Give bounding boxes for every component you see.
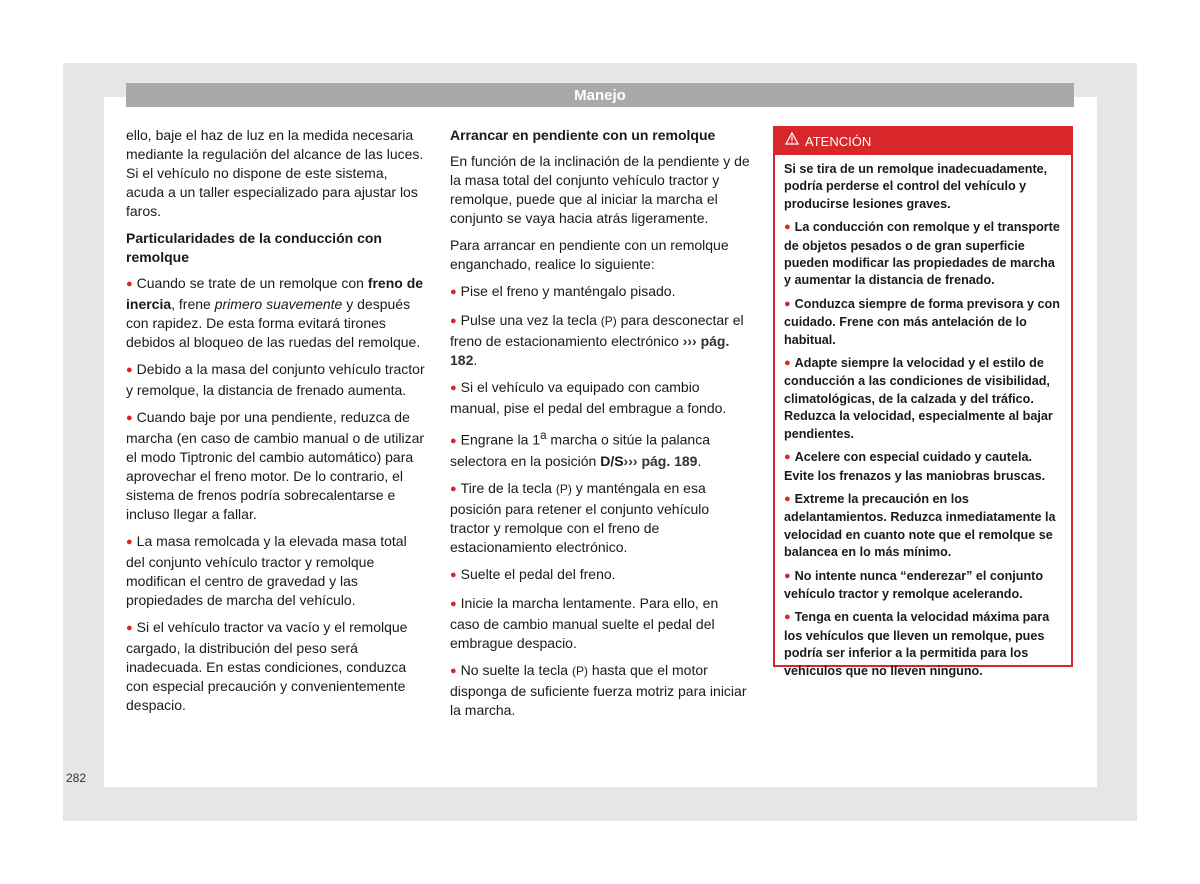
paragraph: Para arrancar en pendiente con un remolque enganchado, realice lo siguiente: xyxy=(450,237,729,272)
list-item: ● Inicie la marcha lentamente. Para ello, en caso de cambio manual suelte el pedal del embrague despacio. xyxy=(450,594,719,651)
list-item: ● La masa remolcada y la elevada masa total del conjunto vehículo tractor y remolque modifican el centro de gravedad y las propiedades de marcha del vehículo. xyxy=(126,533,407,608)
list-item: ● Si el vehículo va equipado con cambio manual, pise el pedal del embrague a fondo. xyxy=(450,379,727,416)
parking-brake-icon: (P) xyxy=(555,481,572,496)
list-item: ● Cuando baje por una pendiente, reduzca de marcha (en caso de cambio manual o de utilizar el modo Tiptronic del cambio automático) para aprovechar el freno motor. De lo contrario, el sistema de frenos podría sobrecalentarse e incluso llegar a fallar. xyxy=(126,409,425,522)
bullet-icon: ● xyxy=(450,482,457,495)
bullet-icon: ● xyxy=(450,664,457,677)
bullet-icon: ● xyxy=(784,611,791,624)
intro-paragraph: ello, baje el haz de luz en la medida necesaria mediante la regulación del alcance de las luces. Si el vehículo no dispone de este sistema, acuda a un taller especializado para ajustar los faros. xyxy=(126,127,424,219)
page-ref-link-189[interactable]: pág. 189 xyxy=(641,452,698,469)
column-middle xyxy=(450,126,750,728)
section-heading-hill-start: Arrancar en pendiente con un remolque xyxy=(450,127,716,143)
list-item: ● Si el vehículo tractor va vacío y el remolque cargado, la distribución del peso será inadecuada. En estas condiciones, conduzca con especial precaución y convenientemente despacio. xyxy=(126,619,408,713)
page-ref-arrow: ››› xyxy=(623,452,638,469)
warning-header xyxy=(775,128,1071,155)
page-ref-link-182[interactable]: pág. 182 xyxy=(450,333,730,368)
bullet-icon: ● xyxy=(784,451,791,464)
list-item: ● Pulse una vez la tecla (P) para desconectar el freno de estacionamiento electrónico ››› pág. 182. xyxy=(450,312,744,368)
bullet-icon: ● xyxy=(126,622,133,634)
bullet-icon: ● xyxy=(784,297,791,310)
warning-item: ● Extreme la precaución en los adelantamientos. Reduzca inmediatamente la velocidad en cuanto note que el remolque se balancea en lo más mínimo. xyxy=(784,491,1056,560)
page-ref-arrow: ››› xyxy=(682,333,697,349)
warning-body xyxy=(775,155,1071,680)
bullet-icon: ● xyxy=(450,382,457,394)
warning-item: ● Tenga en cuenta la velocidad máxima para los vehículos que lleven un remolque, pues podría ser inferior a la permitida para los vehículos que no lleven ninguno. xyxy=(784,610,1050,678)
list-item: ● Debido a la masa del conjunto vehículo tractor y remolque, la distancia de frenado aumenta. xyxy=(126,361,425,398)
warning-triangle-icon xyxy=(785,127,799,154)
list-item: ● Suelte el pedal del freno. xyxy=(450,565,616,582)
bullet-icon: ● xyxy=(450,597,457,610)
parking-brake-icon: (P) xyxy=(571,663,588,678)
bullet-icon: ● xyxy=(450,315,457,327)
list-item: ● No suelte la tecla (P) hasta que el motor disponga de suficiente fuerza motriz para iniciar la marcha. xyxy=(450,661,747,718)
bullet-icon: ● xyxy=(126,412,133,424)
bullet-icon: ● xyxy=(126,364,133,376)
list-item: ● Cuando se trate de un remolque con freno de inercia, frene primero suavemente y después con rapidez. De esta forma evitará tirones debidos al bloqueo de las ruedas del remolque. xyxy=(126,275,424,350)
section-header: Manejo xyxy=(126,83,1074,107)
warning-title: ATENCIÓN xyxy=(805,134,872,149)
bullet-icon: ● xyxy=(450,568,457,581)
list-item: ● Engrane la 1$^a$ marcha o sitúe la palanca selectora en la posición D/S››› pág. 189. xyxy=(450,429,710,469)
bullet-icon: ● xyxy=(784,221,791,234)
warning-box xyxy=(773,126,1073,678)
bullet-icon: ● xyxy=(126,278,133,290)
bullet-icon: ● xyxy=(450,286,457,298)
warning-item: ● Acelere con especial cuidado y cautela. Evite los frenazos y las maniobras bruscas. xyxy=(784,450,1046,483)
warning-intro: Si se tira de un remolque inadecuadamente, podría perderse el control del vehículo y producirse lesiones graves. xyxy=(784,162,1048,211)
parking-brake-icon: (P) xyxy=(600,314,617,328)
bullet-icon: ● xyxy=(126,536,133,548)
warning-item: ● La conducción con remolque y el transporte de objetos pesados o de gran superficie pueden modificar las propiedades de marcha y aumentar la distancia de frenado. xyxy=(784,220,1060,288)
column-left xyxy=(126,126,426,723)
bullet-icon: ● xyxy=(450,434,457,447)
bullet-icon: ● xyxy=(784,492,791,505)
list-item: ● Tire de la tecla (P) y manténgala en esa posición para retener el conjunto vehículo tractor y remolque con el freno de estacionamiento electrónico. xyxy=(450,479,710,555)
bullet-icon: ● xyxy=(784,357,791,370)
paragraph: En función de la inclinación de la pendiente y de la masa total del conjunto vehículo tractor y remolque, puede que al iniciar la marcha el conjunto se vaya hacia atrás ligeramente. xyxy=(450,153,750,226)
list-item: ● Pise el freno y manténgalo pisado. xyxy=(450,283,676,299)
warning-item: ● Adapte siempre la velocidad y el estilo de conducción a las condiciones de visibilidad, climatológicas, de la calzada y del tráfico. Reduzca la velocidad, especialmente al bajar pendientes. xyxy=(784,356,1053,441)
warning-item: ● No intente nunca “enderezar” el conjunto vehículo tractor y remolque acelerando. xyxy=(784,568,1044,601)
warning-item: ● Conduzca siempre de forma previsora y con cuidado. Frene con más antelación de lo habitual. xyxy=(784,296,1060,347)
section-heading-trailer-driving: Particularidades de la conducción con remolque xyxy=(126,230,382,265)
page-number: 282 xyxy=(66,771,87,785)
bullet-icon: ● xyxy=(784,569,791,582)
